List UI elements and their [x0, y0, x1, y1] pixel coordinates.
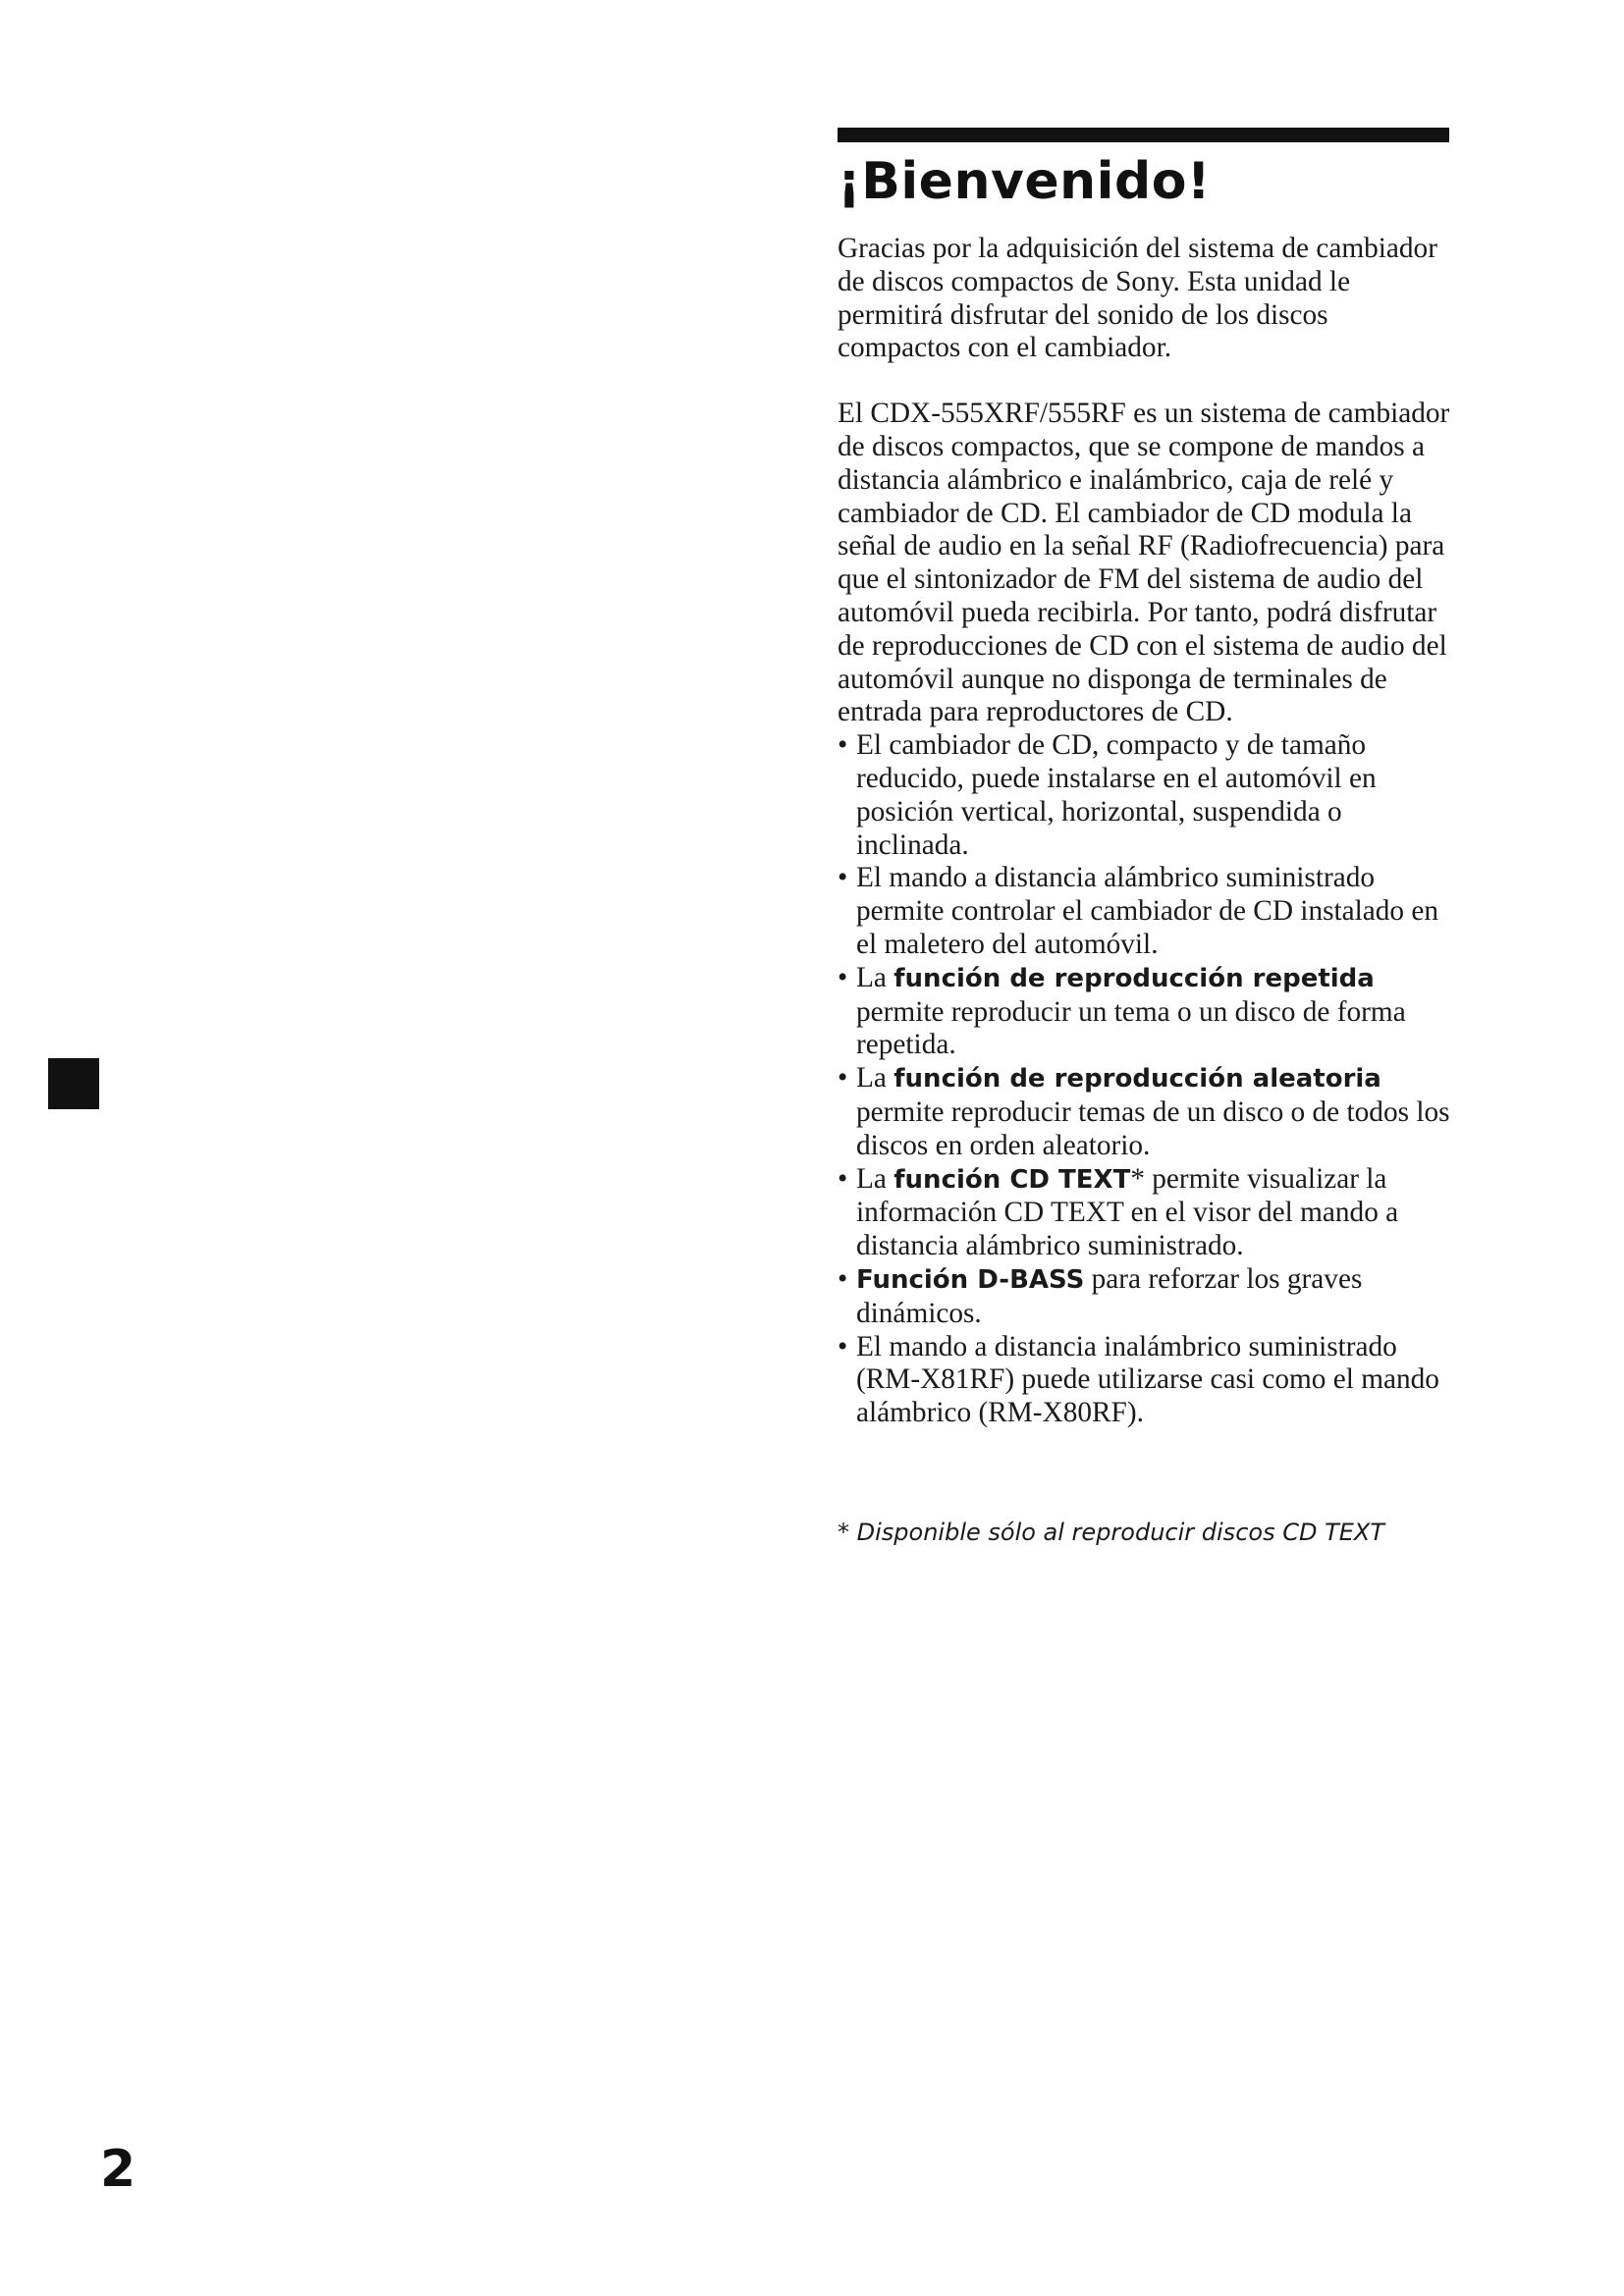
feature-item — [838, 1331, 1456, 1430]
feature-item — [838, 729, 1456, 862]
feature-highlight: función de reproducción repetida — [893, 963, 1375, 993]
feature-item — [838, 962, 1456, 1062]
feature-text-rest: para reforzar los graves dinámicos. — [856, 1262, 1363, 1329]
intro-paragraph: Gracias por la adquisición del sistema de cambiador de discos compactos de Sony. Esta unidad le permitirá disfrutar del sonido de los discos compactos con el cambiador. — [838, 233, 1437, 364]
page-number: 2 — [100, 2140, 136, 2199]
feature-highlight: función CD TEXT — [893, 1164, 1131, 1195]
feature-text: El cambiador de CD, compacto y de tamaño reducido, puede instalarse en el automóvil en posición vertical, horizontal, suspendida o inclinada. — [856, 729, 1377, 861]
page-title: ¡Bienvenido! — [838, 152, 1212, 211]
feature-text-lead: La — [856, 1162, 894, 1195]
feature-highlight: función de reproducción aleatoria — [893, 1064, 1381, 1095]
feature-list — [838, 729, 1456, 1430]
feature-text-rest: * permite visualizar la información CD TEXT en el visor del mando a distancia alámbrico suministrado. — [856, 1162, 1399, 1262]
body-text — [838, 233, 1456, 1430]
footnote-mark: * — [838, 1519, 849, 1546]
feature-item — [838, 1062, 1456, 1162]
description-paragraph: El CDX-555XRF/555RF es un sistema de cambiador de discos compactos, que se compone de mandos a distancia alámbrico e inalámbrico, caja de relé y cambiador de CD. El cambiador de CD modula la señal de audio en la señal RF (Radiofrecuencia) para que el sintonizador de FM del sistema de audio del automóvil pueda recibirla. Por tanto, podrá disfrutar de reproducciones de CD con el sistema de audio del automóvil aunque no disponga de terminales de entrada para reproductores de CD. — [838, 398, 1450, 728]
feature-item — [838, 1163, 1456, 1263]
feature-highlight: Función D-BASS — [856, 1264, 1085, 1295]
feature-item — [838, 1263, 1456, 1331]
feature-text-lead: La — [856, 961, 894, 993]
title-rule — [838, 128, 1449, 142]
footnote-text: Disponible sólo al reproducir discos CD TEXT — [856, 1519, 1384, 1546]
feature-text: El mando a distancia inalámbrico suministrado (RM-X81RF) puede utilizarse casi como el mando alámbrico (RM-X80RF). — [856, 1330, 1439, 1429]
feature-text-rest: permite reproducir un tema o un disco de forma repetida. — [856, 995, 1406, 1061]
section-tab-marker — [48, 1058, 99, 1109]
feature-text: El mando a distancia alámbrico suministrado permite controlar el cambiador de CD instalado en el maletero del automóvil. — [856, 862, 1439, 960]
feature-text-lead: La — [856, 1062, 894, 1095]
feature-text-rest: permite reproducir temas de un disco o de todos los discos en orden aleatorio. — [856, 1095, 1450, 1161]
feature-item — [838, 862, 1456, 961]
footnote — [838, 1518, 1384, 1547]
